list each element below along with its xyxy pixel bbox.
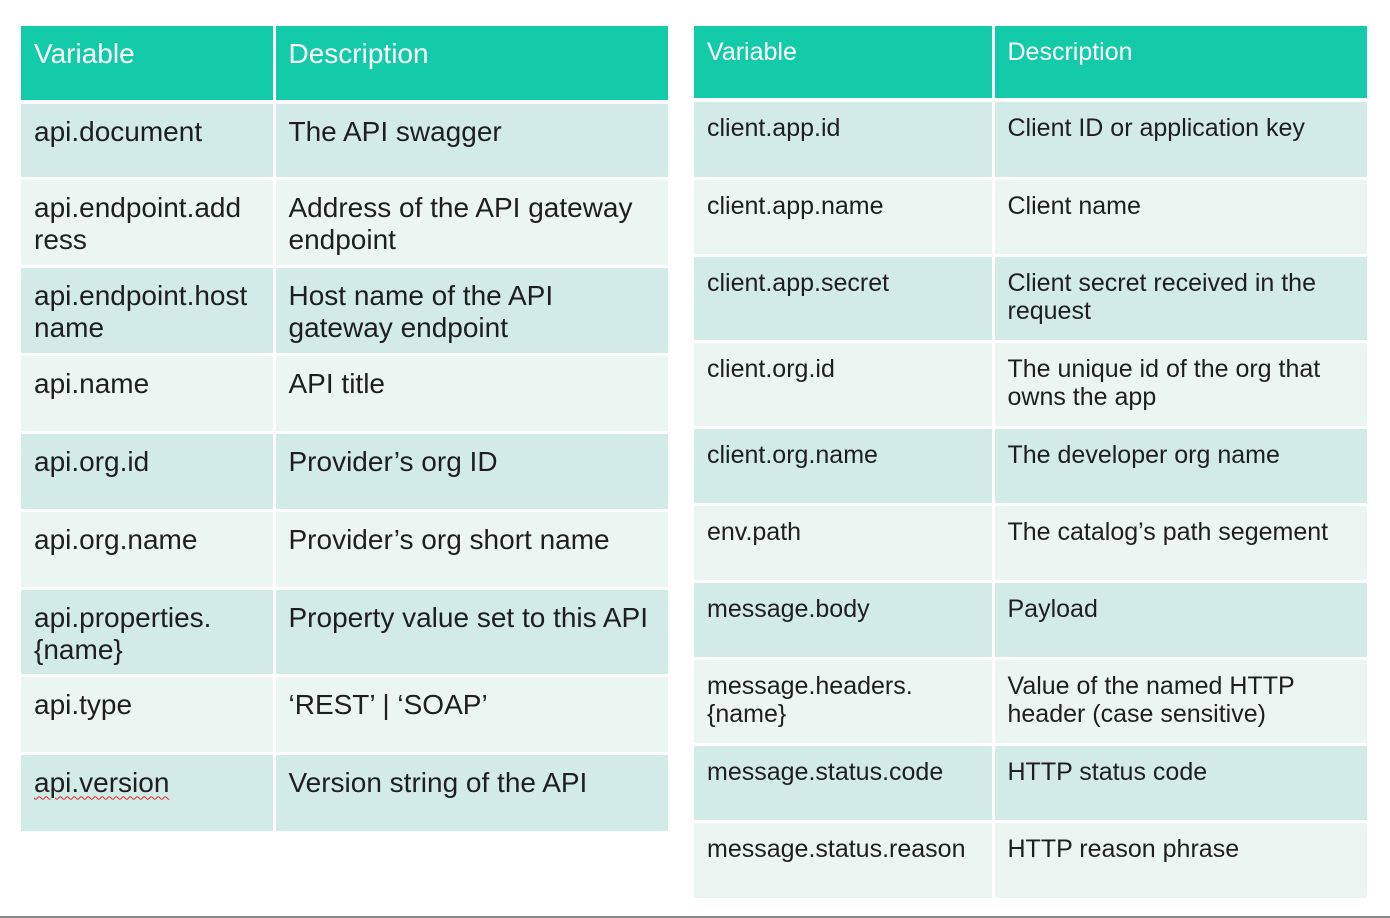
table-row (694, 178, 1367, 255)
description-cell: Address of the API gateway endpoint (274, 178, 668, 266)
description-cell: Client secret received in the request (993, 255, 1367, 341)
table-row (21, 354, 668, 432)
column-header-variable: Variable (21, 26, 274, 102)
description-cell: The developer org name (993, 427, 1367, 504)
variable-cell: client.org.id (694, 341, 993, 427)
variable-cell: api.name (21, 354, 274, 432)
table-row (21, 432, 668, 510)
description-cell: Payload (993, 581, 1367, 658)
spellcheck-underlined-text: api.version (34, 766, 170, 798)
variable-cell: message.status.reason (694, 821, 993, 898)
table-row (694, 504, 1367, 581)
description-cell: HTTP status code (993, 744, 1367, 821)
table-row (694, 658, 1367, 744)
table-row (694, 744, 1367, 821)
description-cell: Client ID or application key (993, 100, 1367, 178)
variable-cell: message.status.code (694, 744, 993, 821)
table-row (694, 255, 1367, 341)
variable-cell: api.endpoint.add ress (21, 178, 274, 266)
description-cell: API title (274, 354, 668, 432)
description-cell: HTTP reason phrase (993, 821, 1367, 898)
variable-cell: api.endpoint.host name (21, 266, 274, 354)
variable-cell: api.org.name (21, 510, 274, 588)
table-row (21, 102, 668, 178)
variable-cell: env.path (694, 504, 993, 581)
variable-cell: message.body (694, 581, 993, 658)
variable-cell: api.document (21, 102, 274, 178)
table-header-row (21, 26, 668, 102)
table-row (21, 266, 668, 354)
table-row (21, 675, 668, 753)
table-row (694, 100, 1367, 178)
table-row (21, 588, 668, 675)
column-header-description: Description (993, 26, 1367, 100)
description-cell: The catalog’s path segement (993, 504, 1367, 581)
right-variables-table (694, 26, 1367, 898)
description-cell: Value of the named HTTP header (case sensitive) (993, 658, 1367, 744)
left-variables-table (21, 26, 668, 831)
table-row (21, 178, 668, 266)
table-row (694, 427, 1367, 504)
table-header-row (694, 26, 1367, 100)
table-row (694, 821, 1367, 898)
description-cell: The API swagger (274, 102, 668, 178)
description-cell: Provider’s org short name (274, 510, 668, 588)
description-cell: Property value set to this API (274, 588, 668, 675)
variable-cell: client.app.id (694, 100, 993, 178)
description-cell: Provider’s org ID (274, 432, 668, 510)
variable-cell: api.org.id (21, 432, 274, 510)
variable-cell: client.app.name (694, 178, 993, 255)
variable-cell: message.headers. {name} (694, 658, 993, 744)
variable-cell (21, 753, 274, 831)
description-cell: ‘REST’ | ‘SOAP’ (274, 675, 668, 753)
table-row (21, 510, 668, 588)
variable-cell: api.type (21, 675, 274, 753)
description-cell: Client name (993, 178, 1367, 255)
column-header-variable: Variable (694, 26, 993, 100)
description-cell: Version string of the API (274, 753, 668, 831)
table-row (694, 581, 1367, 658)
table-row (21, 753, 668, 831)
variable-cell: client.app.secret (694, 255, 993, 341)
description-cell: Host name of the API gateway endpoint (274, 266, 668, 354)
variable-cell: api.properties. {name} (21, 588, 274, 675)
description-cell: The unique id of the org that owns the app (993, 341, 1367, 427)
table-row (694, 341, 1367, 427)
variable-cell: client.org.name (694, 427, 993, 504)
column-header-description: Description (274, 26, 668, 102)
